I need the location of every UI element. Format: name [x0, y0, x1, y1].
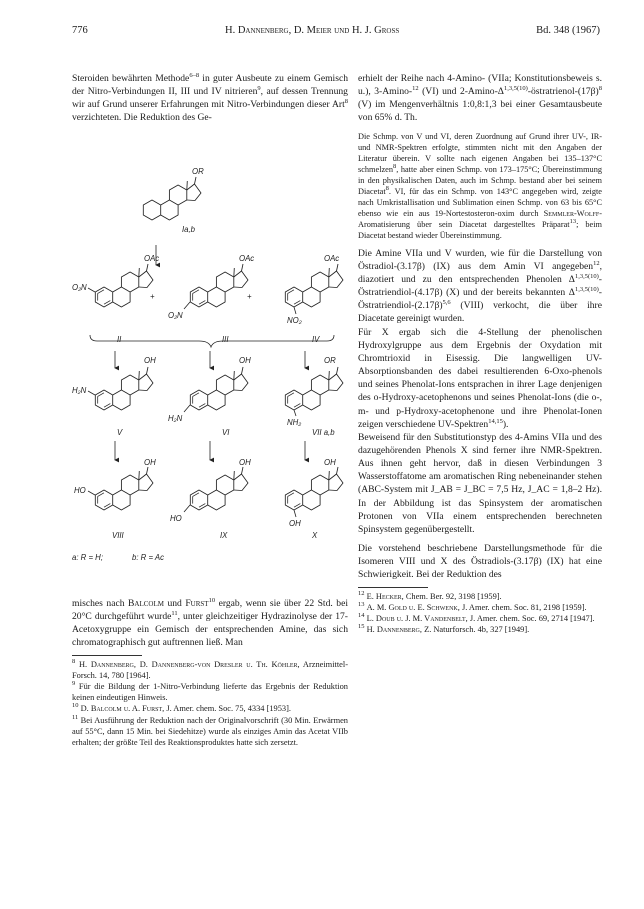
footnote-14: $^{14}$ L. Doub u. J. M. Vandenbelt, J. Amer. chem. Soc. 69, 2714 [1947].: [358, 612, 595, 623]
continuation-paragraph: misches nach Balcolm und Furst$^{10}$ ergab, wenn sie über 22 Std. bei 20°C durchgeführt wurde$^{11}$, unter gleichzeitiger Hydrazinolyse der 17-Acetoxygruppe ein Gemisch der entsprechenden Amine, das sich chromatographisch gut auftrennen ließ. Man: [72, 596, 348, 649]
label-oh-IX: OH: [239, 458, 251, 467]
label-o2n-II: O₂N: [72, 283, 87, 292]
melting-point-note: Die Schmp. von V und VI, deren Zuordnung auf Grund ihrer UV-, IR- und NMR-Spektren erfolgte, stimmten nicht mit den Angaben der Literatur überein. V sollte nach eigenen Angaben bei 135–137°C schmelzen$^8$, hatte aber einen Schmp. von 173–175°C; Übereinstimmung in den physikalischen Daten, auch im Schmp. bestand aber bei seinem Diacetat$^8$. VI, für das ein Schmp. von 143°C angegeben wird, zeigte nach Umkristallisation und Sublimation einen Schmp. von 63 bis 65°C ebenso wie ein aus 19-Nortestosteron-oxim durch Semmler-Wolff-Aromatisierung über sein Diacetat dargestelltes Präparat$^{13}$; beim Diacetat bestand wieder Übereinstimmung.: [358, 131, 602, 240]
label-oh-VI: OH: [239, 356, 251, 365]
footnote-8: $^8$ H. Dannenberg, D. Dannenberg-von Dresler u. Th. Köhler, Arzneimittel-Forsch. 14, 780 [1964].: [72, 657, 349, 680]
structure-X: [285, 467, 343, 510]
footnote-rule: [72, 655, 142, 656]
label-X: X: [312, 531, 318, 540]
label-or-VII: OR: [324, 356, 336, 365]
results-paragraph: erhielt der Reihe nach 4-Amino- (VIIa; Konstitutionsbeweis s. u.), 3-Amino-$^{12}$ (VI) und $2-Amino-\Delta^{1,3,5(10)}-östratrienol-(17\beta)^8$ (V) im Mengenverhältnis 1:0,8:1,3 bei einer Gesamtausbeute von 65% d. Th.: [358, 73, 602, 124]
label-oac-2: OAc: [239, 254, 255, 263]
grouping-brace: [90, 335, 334, 347]
label-IV: IV: [312, 335, 320, 344]
label-oh-VIII: OH: [144, 458, 156, 467]
structure-IV: [285, 264, 343, 307]
structure-VII-a-b: [285, 367, 343, 410]
label-VIII: VIII: [112, 531, 124, 540]
structure-Ia-b: [143, 177, 201, 220]
label-II: II: [117, 335, 122, 344]
label-III: III: [222, 335, 229, 344]
structure-IX: [190, 467, 248, 510]
label-or-top: OR: [192, 167, 204, 176]
running-head-authors: H. Dannenberg, D. Meier und H. J. Gross: [225, 25, 400, 36]
label-VI: VI: [222, 428, 230, 437]
method-paragraph: Die vorstehend beschriebene Darstellungsmethode für die Isomeren VIII und X des Östradiols-(3.17β) (IX) hat eine Schwierigkeit. Bei der Reduktion des: [358, 543, 602, 581]
label-h2n-VI: H₂N: [168, 414, 183, 423]
footnote-15: $^{15}$ H. Dannenberg, Z. Naturforsch. 4b, 327 [1949].: [358, 623, 530, 635]
structure-V: [95, 367, 153, 410]
footnote-9: $^9$ Für die Bildung der 1-Nitro-Verbindung lieferte das Ergebnis der Reduktion keinen eindeutigen Hinweis.: [72, 680, 348, 703]
legend-b: b: R = Ac: [132, 553, 164, 562]
label-IX: IX: [220, 531, 228, 540]
label-Ia-b: Ia,b: [182, 225, 196, 234]
label-ho-VIII: HO: [74, 486, 86, 495]
label-ho-IX: HO: [170, 514, 182, 523]
label-h2n-V: H₂N: [72, 386, 87, 395]
intro-paragraph: Steroiden bewährten Methode$^{6-8}$ in guter Ausbeute zu einem Gemisch der Nitro-Verbindungen II, III und IV nitrieren$^9$, auf dessen Trennung wir auf Grund unserer Erfahrungen mit Nitro-Verbindungen dieser Art$^8$ verzichteten. Die Reduktion des Ge-: [72, 71, 348, 124]
label-plus-2: +: [247, 292, 252, 301]
label-VII-a-b: VII a,b: [312, 428, 335, 437]
label-oh-X-top: OH: [324, 458, 336, 467]
page-number: 776: [72, 25, 88, 36]
left-column-intro: [72, 72, 348, 125]
label-o2n-III: O₂N: [168, 311, 183, 320]
volume-info: Bd. 348 (1967): [536, 25, 600, 36]
label-nh2-VII: NH₂: [287, 418, 302, 427]
label-oac-1: OAc: [144, 254, 160, 263]
footnote-11: $^{11}$ Bei Ausführung der Reduktion nach der Originalvorschrift (30 Min. Erwärmen auf 55°C, dann 15 Min. bei Siedehitze) wurde als einziges Amin das Acetat VIIb erhalten; der größte Teil des Reaktionsproduktes hatte sich zersetzt.: [72, 713, 348, 748]
footnote-10: $^{10}$ D. Balcolm u. A. Furst, J. Amer. chem. Soc. 75, 4334 [1953].: [72, 702, 292, 714]
structure-VI: [190, 367, 248, 410]
label-V: V: [117, 428, 123, 437]
left-column-main: [72, 597, 348, 748]
structure-III: [190, 264, 248, 307]
reaction-scheme-figure: [72, 155, 348, 585]
label-oh-V: OH: [144, 356, 156, 365]
footnote-13: $^{13}$ A. M. Gold u. E. Schwenk, J. Amer. chem. Soc. 81, 2198 [1959].: [358, 600, 587, 612]
right-column: [358, 72, 602, 635]
structure-II: [95, 264, 153, 307]
oxidation-paragraph: Für X ergab sich die 4-Stellung der phenolischen Hydroxylgruppe aus dem Ergebnis der Oxydation mit Chromtrioxid in Eisessig. Die langwelligen UV-Absorptionsbanden des dabei resultierenden 6-Oxo-phenols und seines Phenolat-Ions entsprachen in ihrer Lage denjenigen des o-Hydroxy-acetophenons und seines Phenolat-Ions (die o-, m- und p-Hydroxy-acetophenone und ihre Phenolat-Ionen zeigen verschiedene UV-Spektren$^{14,15}$).: [358, 326, 602, 430]
diazotization-paragraph: Die Amine VIIa und V wurden, wie für die Darstellung von Östradiol-(3.17β) (IX) aus dem Amin VI angegeben$^{12}$, diazotiert und zu den entsprechenden Phenolen $\Delta^{1,3,5(10)}-Östratriendiol-(4.17\beta)$ (X) und der bereits bekannten $\Delta^{1,3,5(10)}-Östratriendiol-(2.17\beta)^{5,6}$ (VIII) verkocht, die über ihre Diacetate gereinigt wurden.: [358, 247, 602, 325]
structure-VIII: [95, 467, 153, 510]
legend-a: a: R = H;: [72, 553, 103, 562]
reaction-scheme-drawing: [72, 155, 348, 585]
footnote-12: $^{12}$ E. Hecker, Chem. Ber. 92, 3198 [1959].: [358, 589, 502, 601]
nmr-paragraph: Beweisend für den Substitutionstyp des 4-Amins VIIa und des dazugehörenden Phenols X sind ferner ihre NMR-Spektren. Aus ihnen geht hervor, daß in diesen Verbindungen 3 Wasserstoffatome am aromatischen Ring nebeneinander stehen (ABC-System mit J_AB = J_BC = 7,5 Hz, J_AC = 1,8–2 Hz). In der Abbildung ist das Spinsystem der aromatischen Protonen von VIIa einem entsprechenden berechneten Spinsystem gegenübergestellt.: [358, 431, 602, 535]
label-oac-3: OAc: [324, 254, 340, 263]
label-no2-IV: NO₂: [287, 316, 302, 325]
label-plus-1: +: [150, 292, 155, 301]
footnote-rule-right: [358, 587, 428, 588]
label-oh-X: OH: [289, 519, 301, 528]
